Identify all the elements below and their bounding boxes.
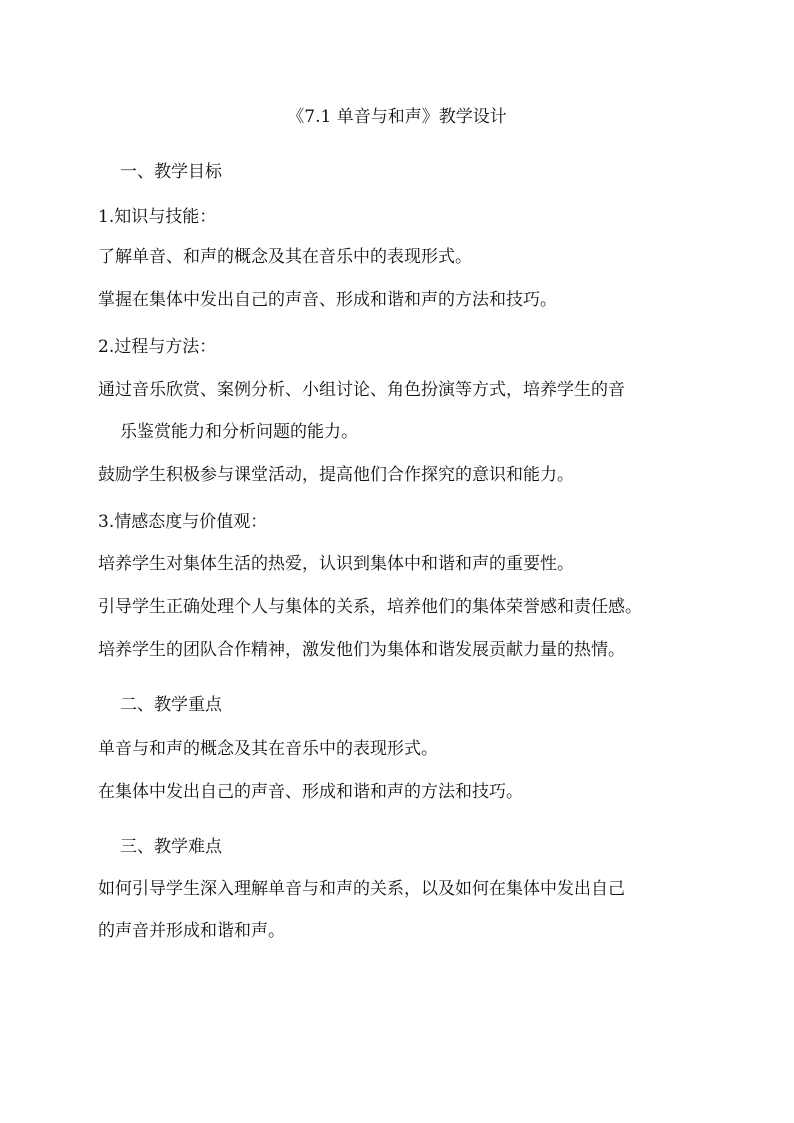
paragraph-line: 如何引导学生深入理解单音与和声的关系，以及如何在集体中发出自己 — [98, 879, 625, 899]
paragraph-line-continued: 乐鉴赏能力和分析问题的能力。 — [120, 422, 358, 442]
paragraph-line: 了解单音、和声的概念及其在音乐中的表现形式。 — [98, 247, 472, 267]
paragraph-line: 通过音乐欣赏、案例分析、小组讨论、角色扮演等方式，培养学生的音 — [98, 380, 625, 400]
paragraph-line: 培养学生的团队合作精神，激发他们为集体和谐发展贡献力量的热情。 — [98, 640, 625, 660]
paragraph-line: 鼓励学生积极参与课堂活动，提高他们合作探究的意识和能力。 — [98, 465, 574, 485]
paragraph-line: 掌握在集体中发出自己的声音、形成和谐和声的方法和技巧。 — [98, 290, 557, 310]
section-heading-difficulties: 三、教学难点 — [120, 837, 222, 857]
document-title: 《7.1 单音与和声》教学设计 — [287, 107, 507, 127]
section-heading-objectives: 一、教学目标 — [120, 162, 222, 182]
item-label-values: 3.情感态度与价值观： — [98, 512, 268, 532]
paragraph-line: 培养学生对集体生活的热爱，认识到集体中和谐和声的重要性。 — [98, 554, 574, 574]
paragraph-line: 单音与和声的概念及其在音乐中的表现形式。 — [98, 739, 438, 759]
paragraph-line: 的声音并形成和谐和声。 — [98, 921, 285, 941]
item-label-knowledge: 1.知识与技能： — [98, 207, 217, 227]
paragraph-line: 引导学生正确处理个人与集体的关系，培养他们的集体荣誉感和责任感。 — [98, 597, 642, 617]
section-heading-key-points: 二、教学重点 — [120, 695, 222, 715]
item-label-process: 2.过程与方法： — [98, 337, 217, 357]
paragraph-line: 在集体中发出自己的声音、形成和谐和声的方法和技巧。 — [98, 782, 523, 802]
